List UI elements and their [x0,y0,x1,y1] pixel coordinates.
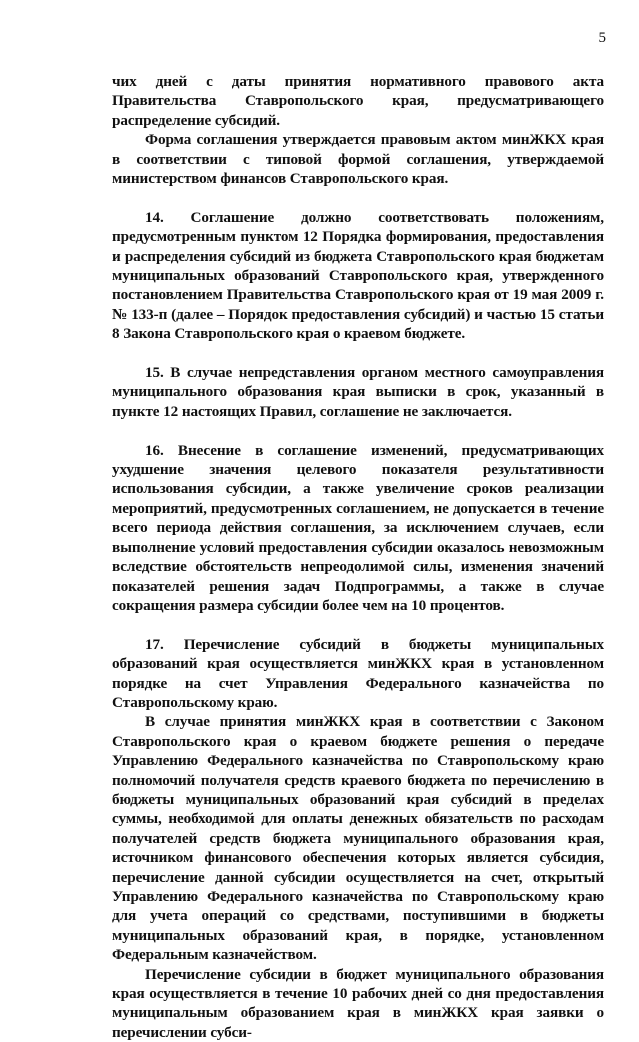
page-number: 5 [598,30,606,46]
document-body [112,72,604,1042]
paragraph-continuation: чих дней с даты принятия нормативного правового акта Правительства Ставропольского края, предусматривающего распределение субсидий. [112,73,604,129]
paragraph-17: 17. Перечисление субсидий в бюджеты муниципальных образований края осуществляется минЖКХ края в установленном порядке на счет Управления Федерального казначейства по Ставропольскому краю. [112,635,604,711]
paragraph-agreement-form: Форма соглашения утверждается правовым актом минЖКХ края в соответствии с типовой формой соглашения, утверждаемой министерством финансов Ставропольского края. [112,131,604,188]
paragraph-16: 16. Внесение в соглашение изменений, предусматривающих ухудшение значения целевого показателя результативности использования субсидии, а также увеличение сроков реализации мероприятий, предусмотренных соглашением, не допускается в течение всего периода действия соглашения, за исключением случаев, если выполнение условий предоставления субсидии оказалось невозможным вследствие обстоятельств непреодолимой силы, изменения значений показателей решения задач Подпрограммы, а также в случае сокращения размера субсидии более чем на 10 процентов. [112,441,604,614]
paragraph-17-treasury: В случае принятия минЖКХ края в соответствии с Законом Ставропольского края о краевом бюджете решения о передаче Управлению Федерального казначейства по Ставропольскому краю полномочий получателя средств краевого бюджета по перечислению в бюджеты муниципальных образований края субсидий в пределах суммы, необходимой для оплаты денежных обязательств по расходам получателей средств бюджета муниципального образования края, источником финансового обеспечения которых является субсидия, перечисление данной субсидии осуществляется на счет, открытый Управлению Федерального казначейства по Ставропольскому краю для учета операций со средствами, поступившими в бюджеты муниципальных образований края, в порядке, установленном Федеральным казначейством. [112,713,604,964]
paragraph-17-transfer-timing: Перечисление субсидии в бюджет муниципального образования края осуществляется в течение 10 рабочих дней со дня предоставления муниципальным образованием края в минЖКХ края заявки о перечислении субси- [112,965,604,1041]
paragraph-15: 15. В случае непредставления органом местного самоуправления муниципального образования края выписки в срок, указанный в пункте 12 настоящих Правил, соглашение не заключается. [112,364,604,420]
paragraph-14: 14. Соглашение должно соответствовать положениям, предусмотренным пунктом 12 Порядка формирования, предоставления и распределения субсидий из бюджета Ставропольского края бюджетам муниципальных образований Ставропольского края, утвержденного постановлением Правительства Ставропольского края от 19 мая 2009 г. № 133-п (далее – Порядок предоставления субсидий) и частью 15 статьи 8 Закона Ставропольского края о краевом бюджете. [112,208,604,343]
